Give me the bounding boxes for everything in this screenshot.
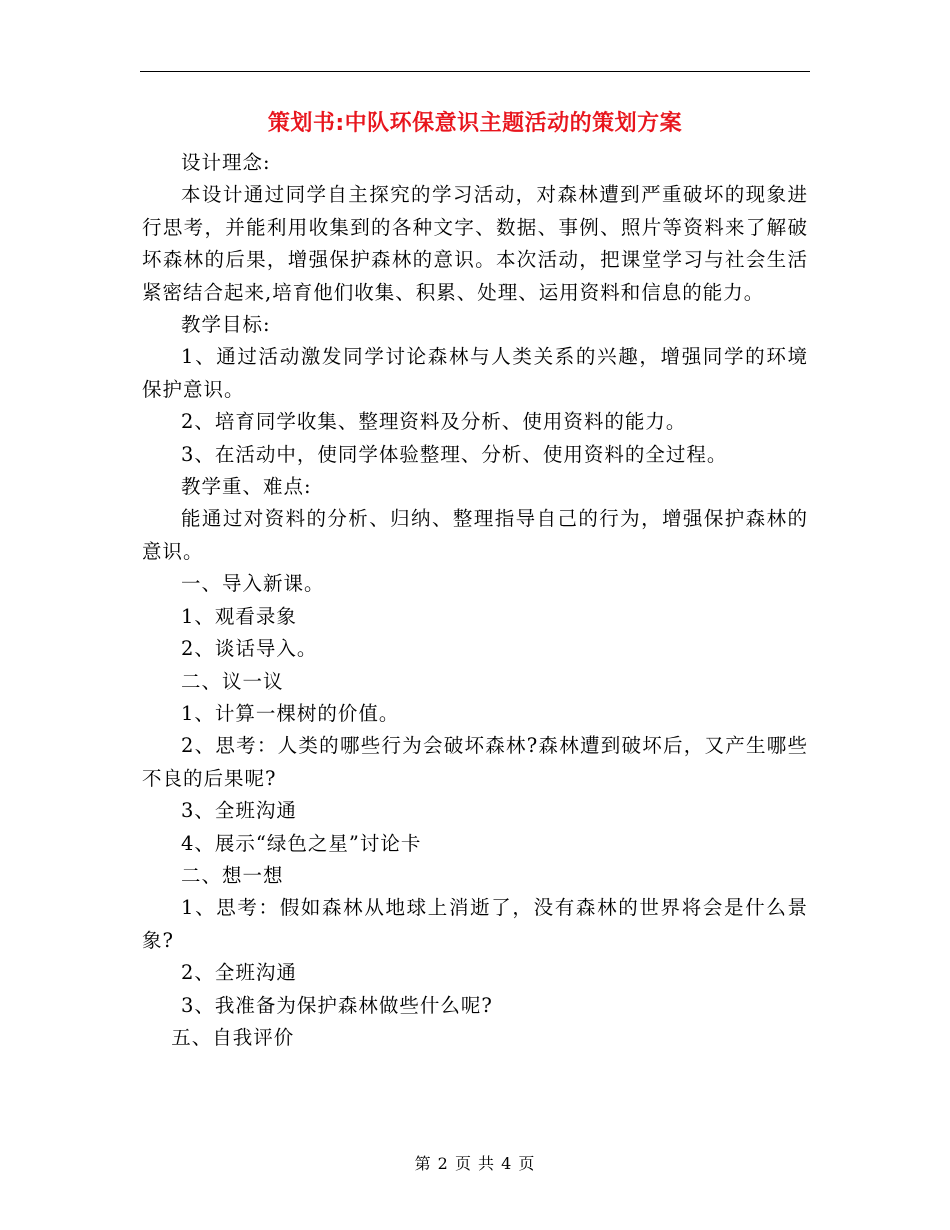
- footer-total-pages: 4: [501, 1154, 513, 1173]
- paragraph-key-points: 能通过对资料的分析、归纳、整理指导自己的行为，增强保护森林的意识。: [142, 507, 808, 563]
- paragraph-key-points-heading: 教学重、难点:: [181, 475, 312, 499]
- document-title: 策划书:中队环保意识主题活动的策划方案: [267, 111, 683, 136]
- paragraph-section-5-heading: 五、自我评价: [171, 1025, 295, 1049]
- paragraph-goal-2: 2、培育同学收集、整理资料及分析、使用资料的能力。: [181, 410, 687, 434]
- page-footer: [0, 1152, 950, 1176]
- paragraph-section-2-item-1: 1、计算一棵树的价值。: [181, 701, 400, 725]
- paragraph-goal-3: 3、在活动中，使同学体验整理、分析、使用资料的全过程。: [181, 442, 728, 466]
- paragraph-design-concept: 本设计通过同学自主探究的学习活动，对森林遭到严重破坏的现象进行思考，并能利用收集到的各种文字、数据、事例、照片等资料来了解破坏森林的后果，增强保护森林的意识。本次活动，把课堂学习与社会生活紧密结合起来,培育他们收集、积累、处理、运用资料和信息的能力。: [142, 183, 808, 304]
- paragraph-section-3-heading: 二、想一想: [181, 863, 284, 887]
- footer-page-number: 2: [437, 1154, 449, 1173]
- paragraph-section-3-item-3: 3、我准备为保护森林做些什么呢?: [181, 993, 493, 1017]
- paragraph-teaching-goals-heading: 教学目标:: [181, 313, 271, 337]
- paragraph-section-1-heading: 一、导入新课。: [181, 572, 325, 596]
- paragraph-section-3-item-1: 1、思考：假如森林从地球上消逝了，没有森林的世界将会是什么景象?: [142, 896, 808, 952]
- document-body: [142, 147, 808, 1054]
- paragraph-section-2-item-2: 2、思考：人类的哪些行为会破坏森林?森林遭到破坏后，又产生哪些不良的后果呢?: [142, 734, 808, 790]
- header-rule: [140, 71, 810, 72]
- paragraph-section-1-item-1: 1、观看录象: [181, 604, 297, 628]
- paragraph-design-concept-heading: 设计理念:: [181, 151, 271, 174]
- paragraph-section-1-item-2: 2、谈话导入。: [181, 637, 318, 661]
- paragraph-section-3-item-2: 2、全班沟通: [181, 961, 297, 985]
- paragraph-section-2-item-4: 4、展示“绿色之星”讨论卡: [181, 831, 422, 855]
- paragraph-section-2-heading: 二、议一议: [181, 669, 284, 693]
- paragraph-goal-1: 1、通过活动激发同学讨论森林与人类关系的兴趣，增强同学的环境保护意识。: [142, 345, 808, 401]
- footer-suffix: 页: [518, 1154, 536, 1173]
- footer-prefix: 第: [414, 1154, 432, 1173]
- paragraph-section-2-item-3: 3、全班沟通: [181, 799, 297, 823]
- footer-middle: 页 共: [454, 1154, 496, 1173]
